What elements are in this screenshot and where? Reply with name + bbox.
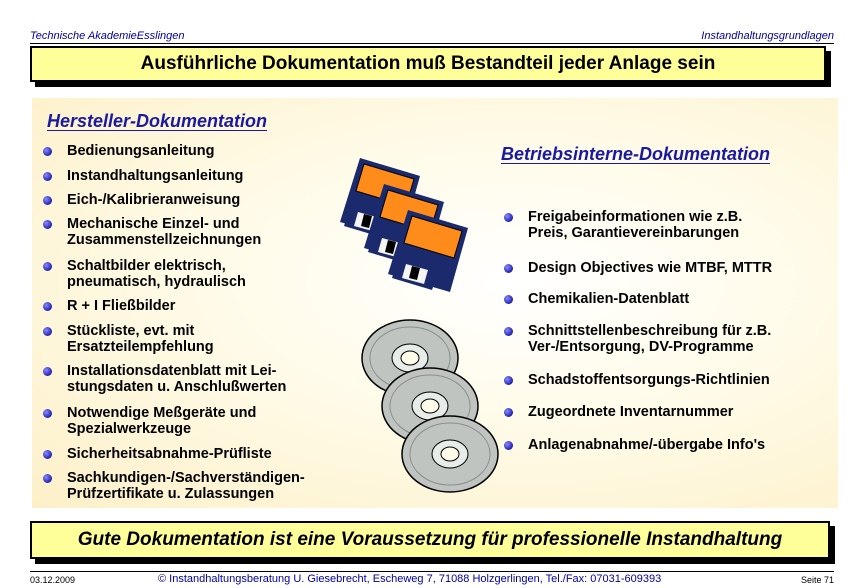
footer-divider (30, 571, 834, 572)
manufacturer-doc-item (67, 258, 246, 290)
manufacturer-doc-item (67, 405, 256, 437)
internal-doc-item (528, 209, 742, 241)
internal-doc-item-line: Zugeordnete Inventarnummer (528, 404, 734, 420)
bullet-icon (504, 264, 513, 273)
manufacturer-doc-item (67, 192, 240, 208)
bullet-icon (43, 450, 52, 459)
internal-doc-item-line: Chemikalien-Datenblatt (528, 291, 690, 307)
internal-doc-item (528, 437, 765, 453)
bullet-icon (43, 220, 52, 229)
footer-date: 03.12.2009 (30, 575, 76, 585)
internal-doc-item-line: Schnittstellenbeschreibung für z.B. (528, 323, 772, 339)
footer-page-number: Seite 71 (800, 575, 834, 585)
manufacturer-doc-item (67, 363, 286, 395)
manufacturer-doc-item-line: Prüfzertifikate u. Zulassungen (67, 486, 275, 502)
bullet-icon (43, 302, 52, 311)
manufacturer-docs-heading: Hersteller-Dokumentation (47, 111, 268, 131)
internal-doc-item (528, 404, 733, 420)
internal-doc-item (528, 323, 771, 355)
floppy-disks-icon (318, 150, 468, 300)
manufacturer-doc-item-line: R + I Fließbilder (67, 298, 176, 314)
manufacturer-doc-item (67, 298, 175, 314)
manufacturer-doc-item-line: pneumatisch, hydraulisch (67, 274, 246, 290)
bullet-icon (43, 409, 52, 418)
manufacturer-doc-item-line: Mechanische Einzel- und (67, 216, 240, 232)
manufacturer-doc-item-line: Zusammenstellzeichnungen (67, 232, 262, 248)
bullet-icon (504, 213, 513, 222)
manufacturer-doc-item-line: Stückliste, evt. mit (67, 323, 195, 339)
manufacturer-doc-item-line: Spezialwerkzeuge (67, 421, 192, 437)
manufacturer-doc-item-line: Sachkundigen-/Sachverständigen- (67, 470, 305, 486)
manufacturer-doc-item (67, 323, 214, 355)
manufacturer-doc-item (67, 446, 272, 462)
manufacturer-doc-item (67, 470, 305, 502)
manufacturer-doc-item-line: Eich-/Kalibrieranweisung (67, 192, 241, 208)
manufacturer-doc-item-line: Schaltbilder elektrisch, (67, 258, 226, 274)
bullet-icon (43, 474, 52, 483)
bullet-icon (504, 295, 513, 304)
manufacturer-doc-item (67, 216, 261, 248)
internal-doc-item-line: Ver-/Entsorgung, DV-Programme (528, 339, 754, 355)
manufacturer-doc-item (67, 143, 214, 159)
manufacturer-doc-item-line: Notwendige Meßgeräte und (67, 405, 257, 421)
internal-docs-heading: Betriebsinterne-Dokumentation (501, 144, 771, 164)
manufacturer-doc-item-line: Sicherheitsabnahme-Prüfliste (67, 446, 272, 462)
bullet-icon (43, 262, 52, 271)
header-divider (30, 43, 834, 44)
slide-title: Ausführliche Dokumentation muß Bestandteil jeder Anlage sein (30, 46, 826, 82)
manufacturer-doc-item-line: Instandhaltungsanleitung (67, 168, 244, 184)
bullet-icon (43, 367, 52, 376)
compact-discs-icon (360, 318, 510, 498)
manufacturer-doc-item (67, 168, 243, 184)
internal-doc-item (528, 291, 689, 307)
bullet-icon (43, 147, 52, 156)
header-organization: Technische AkademieEsslingen (30, 30, 185, 42)
bullet-icon (43, 172, 52, 181)
bullet-icon (43, 196, 52, 205)
internal-doc-item-line: Anlagenabnahme/-übergabe Info's (528, 437, 766, 453)
manufacturer-doc-item-line: stungsdaten u. Anschlußwerten (67, 379, 287, 395)
header-topic: Instandhaltungsgrundlagen (701, 30, 834, 42)
internal-doc-item (528, 372, 770, 388)
bullet-icon (43, 327, 52, 336)
internal-doc-item-line: Design Objectives wie MTBF, MTTR (528, 260, 773, 276)
internal-doc-item-line: Preis, Garantievereinbarungen (528, 225, 740, 241)
footer-copyright: © Instandhaltungsberatung U. Giesebrecht, Escheweg 7, 71088 Holzgerlingen, Tel./Fax: 07031-609393 (158, 573, 662, 585)
internal-doc-item (528, 260, 772, 276)
conclusion-box: Gute Dokumentation ist eine Voraussetzung für professionelle Instandhaltung (30, 521, 830, 559)
manufacturer-doc-item-line: Bedienungsanleitung (67, 143, 215, 159)
internal-doc-item-line: Schadstoffentsorgungs-Richtlinien (528, 372, 770, 388)
manufacturer-doc-item-line: Ersatzteilempfehlung (67, 339, 214, 355)
manufacturer-doc-item-line: Installationsdatenblatt mit Lei- (67, 363, 277, 379)
internal-doc-item-line: Freigabeinformationen wie z.B. (528, 209, 743, 225)
